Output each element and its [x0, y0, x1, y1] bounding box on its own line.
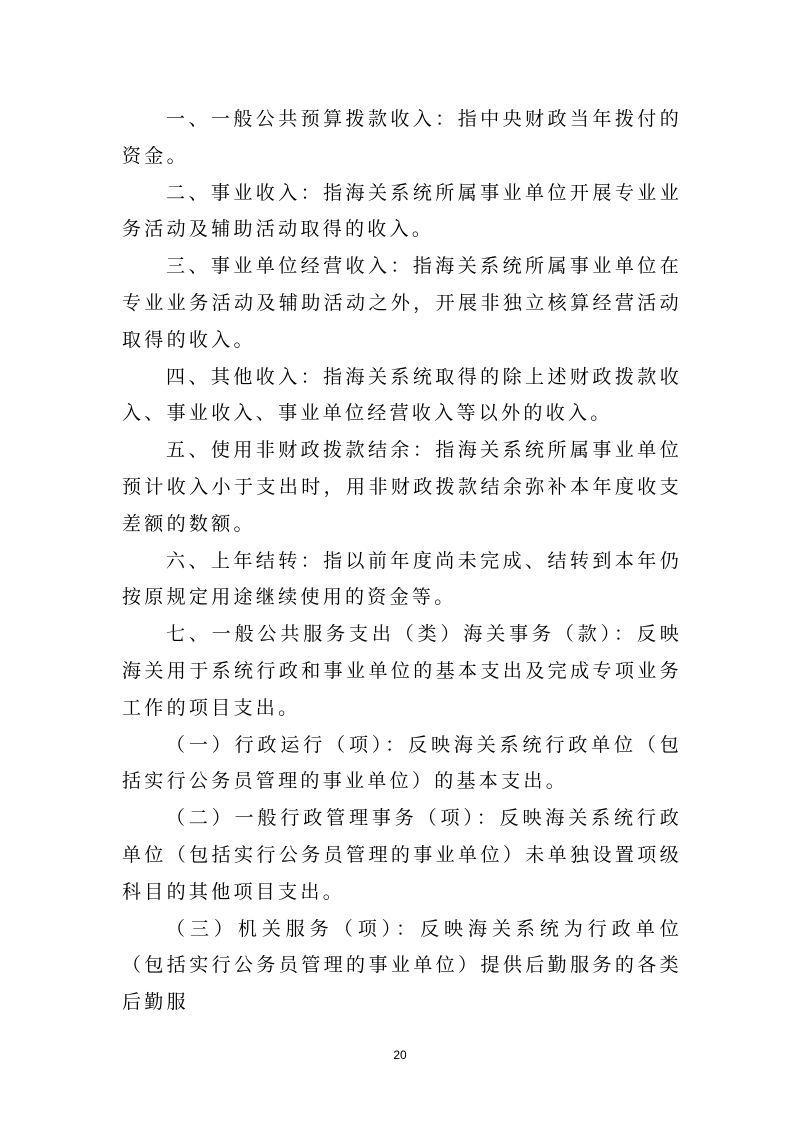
paragraph-3: 三、事业单位经营收入：指海关系统所属事业单位在专业业务活动及辅助活动之外，开展非独立核算经营活动取得的收入。 — [122, 255, 682, 351]
page-number: 20 — [393, 1048, 407, 1062]
paragraph-1: 一、一般公共预算拨款收入：指中央财政当年拨付的资金。 — [122, 108, 682, 167]
paragraph-5: 五、使用非财政拨款结余：指海关系统所属事业单位预计收入小于支出时，用非财政拨款结余弥补本年度收支差额的数额。 — [122, 439, 682, 535]
paragraph-4: 四、其他收入：指海关系统取得的除上述财政拨款收入、事业收入、事业单位经营收入等以外的收入。 — [122, 365, 682, 425]
paragraph-2: 二、事业收入：指海关系统所属事业单位开展专业业务活动及辅助活动取得的收入。 — [122, 181, 682, 241]
document-body — [122, 101, 682, 1021]
paragraph-6: 六、上年结转：指以前年度尚未完成、结转到本年仍按原规定用途继续使用的资金等。 — [122, 549, 682, 609]
paragraph-8: （一）行政运行（项）：反映海关系统行政单位（包括实行公务员管理的事业单位）的基本支出。 — [122, 733, 682, 793]
paragraph-9: （二）一般行政管理事务（项）：反映海关系统行政单位（包括实行公务员管理的事业单位）未单独设置项级科目的其他项目支出。 — [122, 807, 682, 903]
paragraph-7: 七、一般公共服务支出（类）海关事务（款）：反映海关用于系统行政和事业单位的基本支出及完成专项业务工作的项目支出。 — [122, 623, 682, 719]
paragraph-10: （三）机关服务（项）：反映海关系统为行政单位（包括实行公务员管理的事业单位）提供后勤服务的各类后勤服 — [122, 917, 682, 1014]
